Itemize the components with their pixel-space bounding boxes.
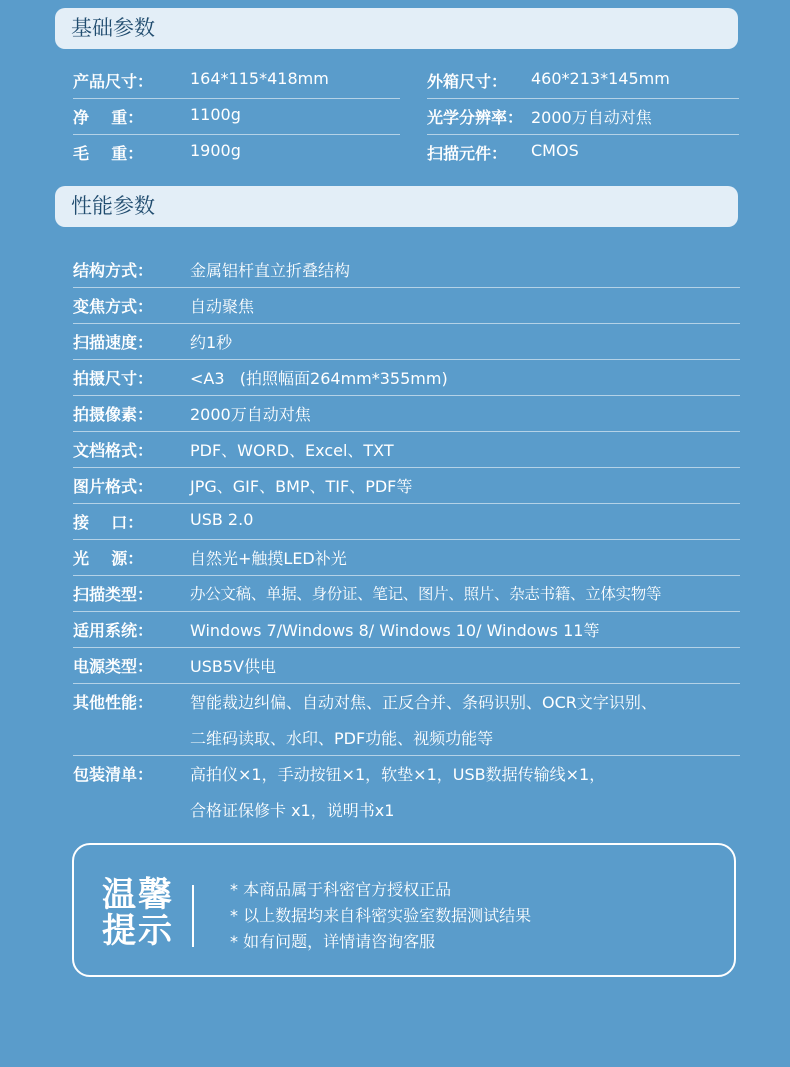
warm-tips-title-line2: 提示 [102,911,174,951]
spec-value: USB 2.0 [190,510,254,529]
spec-value: 2000万自动对焦 [531,108,652,127]
spec-value: 1100g [190,105,241,124]
spec-row [427,63,739,99]
spec-label: 扫描元件： [427,144,508,163]
spec-value: 高拍仪×1，手动按钮×1，软垫×1，USB数据传输线×1， [190,765,606,784]
spec-label: 拍摄尺寸： [73,369,154,388]
spec-label: 外箱尺寸： [427,72,508,91]
spec-label: 毛 重： [73,144,144,163]
spec-value: 办公文稿、单据、身份证、笔记、图片、照片、杂志书籍、立体实物等 [190,585,662,603]
spec-row [73,135,400,171]
spec-row [73,432,740,468]
basic-params-header: 基础参数 [55,8,738,49]
warm-tips-box [72,843,736,977]
spec-row [73,684,740,756]
spec-value-continued: 合格证保修卡 x1，说明书x1 [190,801,395,820]
spec-value-continued: 二维码读取、水印、PDF功能、视频功能等 [190,729,494,748]
spec-value: 2000万自动对焦 [190,405,311,424]
warm-tips-title-line1: 温馨 [102,875,174,915]
warm-tips-divider [192,885,194,947]
spec-value: 164*115*418mm [190,69,329,88]
spec-row [73,648,740,684]
spec-row [73,504,740,540]
spec-label: 净 重： [73,108,144,127]
warm-tips-title [102,877,174,949]
spec-row [73,540,740,576]
spec-label: 产品尺寸： [73,72,154,91]
spec-label: 拍摄像素： [73,405,154,424]
spec-row [73,252,740,288]
tip-line: * 以上数据均来自科密实验室数据测试结果 [230,906,532,925]
spec-label: 文档格式： [73,441,154,460]
spec-value: Windows 7/Windows 8/ Windows 10/ Windows 11等 [190,621,600,640]
spec-row [427,99,739,135]
spec-value: 460*213*145mm [531,69,670,88]
performance-params-header: 性能参数 [55,186,738,227]
spec-value: 约1秒 [190,333,233,352]
spec-row [73,396,740,432]
tip-line: * 如有问题，详情请咨询客服 [230,932,436,951]
spec-row [73,360,740,396]
spec-value: CMOS [531,141,579,160]
spec-row [73,612,740,648]
spec-row [73,99,400,135]
spec-label: 包装清单： [73,765,154,784]
tip-line: * 本商品属于科密官方授权正品 [230,880,452,899]
spec-row [73,576,740,612]
spec-row [73,288,740,324]
spec-label: 光 源： [73,549,144,568]
spec-value: 自动聚焦 [190,297,255,316]
spec-row [73,756,740,828]
spec-label: 结构方式： [73,261,154,280]
spec-row [427,135,739,171]
spec-label: 适用系统： [73,621,154,640]
spec-label: 扫描类型： [73,585,154,604]
spec-value: JPG、GIF、BMP、TIF、PDF等 [190,477,413,496]
spec-value: 智能裁边纠偏、自动对焦、正反合并、条码识别、OCR文字识别、 [190,693,657,712]
spec-value: 金属铝杆直立折叠结构 [190,261,351,280]
spec-label: 其他性能： [73,693,154,712]
spec-label: 光学分辨率： [427,108,524,127]
spec-label: 变焦方式： [73,297,154,316]
spec-value: 1900g [190,141,241,160]
spec-row [73,324,740,360]
spec-value: PDF、WORD、Excel、TXT [190,441,394,460]
spec-label: 扫描速度： [73,333,154,352]
spec-label: 电源类型： [73,657,154,676]
spec-row [73,468,740,504]
spec-value: 自然光+触摸LED补光 [190,549,347,568]
spec-label: 接 口： [73,513,144,532]
spec-label: 图片格式： [73,477,154,496]
spec-value: USB5V供电 [190,657,276,676]
spec-row [73,63,400,99]
spec-value: <A3 (拍照幅面264mm*355mm) [190,369,448,388]
